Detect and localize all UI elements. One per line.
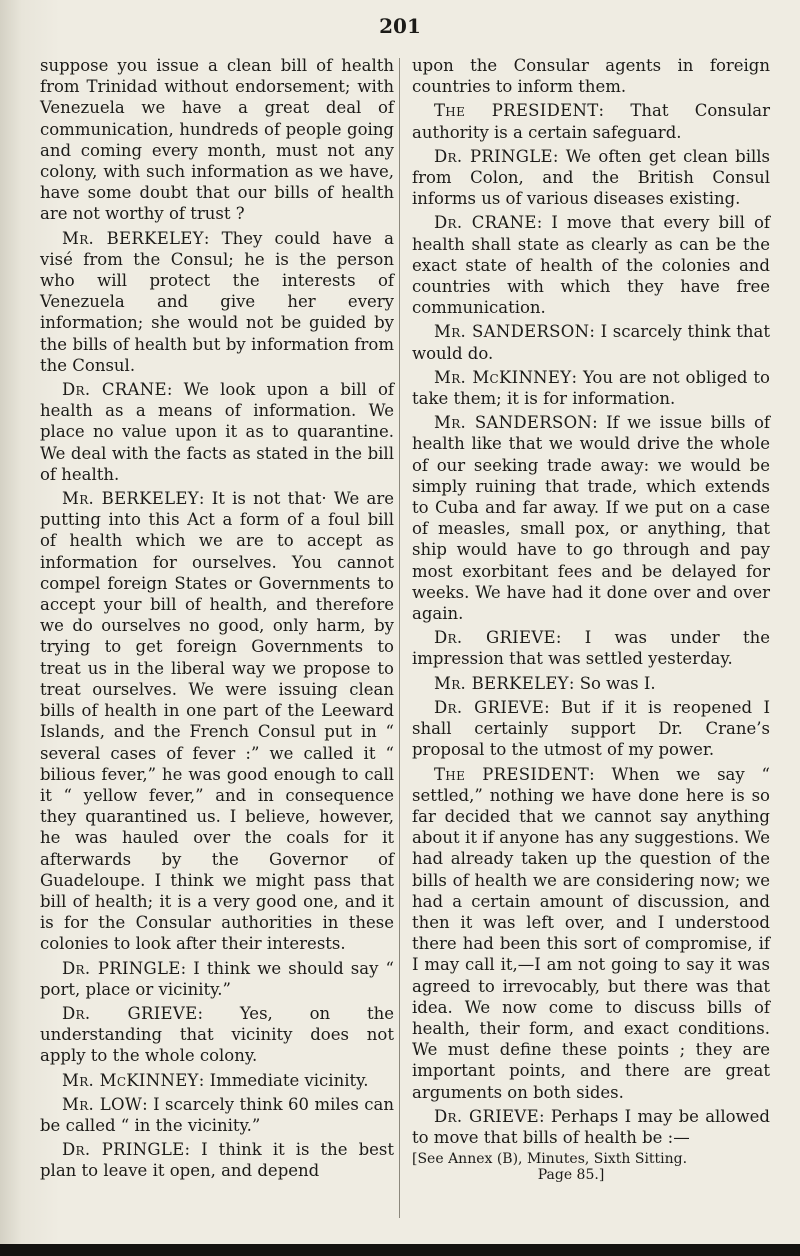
speech-text: : I move that every bill of health shall state as clearly as can be the exact state of health of the colonies and countries with which they have free communication. — [412, 213, 770, 318]
bottom-edge — [0, 1244, 800, 1256]
speech-text: : If we issue bills of health like that we would drive the whole of our seeking trade away: we would be simply ruining that trade, which extends to Cuba and far away. If we put on a case of measles, small pox, or anything, that ship would have to go through and pay most exorbitant fees and be delayed for weeks. We have had it done over and over again. — [412, 413, 770, 624]
page-number: 201 — [379, 14, 421, 38]
paragraph — [40, 1003, 394, 1067]
paragraph — [40, 488, 394, 954]
speaker: Dr. PRINGLE — [434, 146, 553, 166]
footnote-line: Page 85.] — [537, 1167, 605, 1184]
speech-text: : I think we should say “ port, place or vicinity.” — [40, 958, 394, 999]
left-column — [40, 55, 394, 1185]
footnote-line: [See Annex (B), Minutes, Sixth Sitting. — [412, 1151, 688, 1168]
speech-text: : That Consular authority is a certain safeguard. — [412, 101, 770, 142]
speech-text: : We often get clean bills from Colon, and the British Consul informs us of various diseases existing. — [412, 146, 771, 209]
paragraph — [40, 1070, 394, 1091]
paragraph — [412, 212, 770, 318]
speaker: Dr. CRANE — [62, 380, 167, 400]
paragraph — [40, 1094, 394, 1136]
paragraph — [412, 367, 770, 409]
paragraph — [412, 146, 770, 210]
speaker: Dr. GRIEVE — [434, 1106, 539, 1126]
speech-text: : They could have a visé from the Consul; he is the person who will protect the interests of Venezuela and give her every information; she would not be guided by the bills of health but by information from the Consul. — [40, 228, 394, 375]
speech-text: : You are not obliged to take them; it is for information. — [412, 367, 770, 409]
footnote — [412, 1151, 770, 1183]
right-column — [412, 55, 770, 1186]
speaker: Mr. BERKELEY — [62, 228, 204, 248]
speaker: The PRESIDENT — [434, 101, 599, 121]
speech-text: : Yes, on the understanding that vicinity does not apply to the whole colony. — [40, 1003, 395, 1066]
paragraph — [40, 228, 394, 376]
paragraph — [40, 1139, 394, 1181]
paragraph — [412, 764, 770, 1103]
speech-text: : It is not that· We are putting into this Act a form of a foul bill of health which we are to accept as information for ourselves. You cannot compel foreign States or Governments to accept your bill of health, and therefore we do ourselves no good, only harm, by trying to get foreign Governments to treat us in the liberal way we propose to treat ourselves. We were issuing clean bills of health in one part of the Leeward Islands, and the French Consul put in “ several cases of fever :” we called it “ bilious fever,” he was good enough to call it “ yellow fever,” and in consequence they quarantined us. I believe, however, he was hauled over the coals for it afterwards by the Governor of Guadeloupe. I think we might pass that bill of health; it is a very good one, and it is for the Consular authorities in these colonies to look after their interests. — [40, 489, 394, 954]
speaker: Dr. GRIEVE — [434, 697, 545, 717]
speaker: Dr. GRIEVE — [434, 628, 556, 648]
speaker: Mr. McKINNEY — [62, 1070, 199, 1090]
paragraph — [412, 321, 770, 363]
speaker: Mr. SANDERSON — [434, 413, 593, 433]
speech-text: : Immediate vicinity. — [198, 1070, 369, 1090]
paragraph — [412, 627, 770, 669]
speech-text: : We look upon a bill of health as a means of information. We place no value upon it as to quarantine. We deal with the facts as stated in the bill of health. — [40, 380, 394, 484]
speaker: Dr. GRIEVE — [62, 1003, 198, 1023]
speech-text: upon the Consular agents in foreign countries to inform them. — [412, 56, 770, 97]
column-divider — [399, 58, 400, 1218]
speaker: Dr. PRINGLE — [62, 1140, 185, 1160]
speech-text: : I was under the impression that was settled yesterday. — [412, 628, 770, 669]
paragraph — [412, 673, 770, 694]
speaker: Dr. PRINGLE — [62, 958, 181, 978]
paragraph — [412, 55, 770, 97]
speaker: The PRESIDENT — [434, 764, 590, 784]
speech-text: : Perhaps I may be allowed to move that bills of health be :— — [412, 1106, 770, 1147]
paragraph — [40, 379, 394, 485]
speaker: Mr. SANDERSON — [434, 322, 590, 342]
speech-text: : So was I. — [568, 673, 656, 693]
speech-text: : But if it is reopened I shall certainly support Dr. Crane’s proposal to the utmost of my power. — [412, 697, 770, 760]
speech-text: : When we say “ settled,” nothing we have done here is so far decided that we cannot say anything about it if anyone has any suggestions. We had already taken up the question of the bills of health we are considering now; we had a certain amount of discussion, and then it was left over, and I understood there had been this sort of compromise, if I may call it,—I am not going to say it was agreed to irrevocably, but there was that idea. We now come to discuss bills of health, their form, and exact conditions. We must define these points ; they are important points, and there are great arguments on both sides. — [412, 764, 770, 1102]
paragraph — [412, 412, 770, 624]
speaker: Mr. LOW — [62, 1094, 143, 1114]
paragraph — [40, 55, 394, 225]
paragraph — [412, 1106, 770, 1148]
speaker: Dr. CRANE — [434, 213, 537, 233]
speaker: Mr. McKINNEY — [434, 367, 572, 387]
speaker: Mr. BERKELEY — [62, 489, 199, 509]
paragraph — [412, 697, 770, 761]
paragraph — [40, 958, 394, 1000]
speech-text: : I scarcely think 60 miles can be called “ in the vicinity.” — [40, 1094, 394, 1135]
speech-text: : I scarcely think that would do. — [412, 322, 770, 363]
speech-text: : I think it is the best plan to leave it open, and depend — [40, 1140, 394, 1181]
speaker: Mr. BERKELEY — [434, 673, 569, 693]
paragraph — [412, 100, 770, 142]
speech-text: suppose you issue a clean bill of health from Trinidad without endorsement; with Venezuela we have a great deal of communication, hundreds of people going and coming every month, must not any colony, with such information as we have, have some doubt that our bills of health are not worthy of trust ? — [40, 56, 394, 224]
